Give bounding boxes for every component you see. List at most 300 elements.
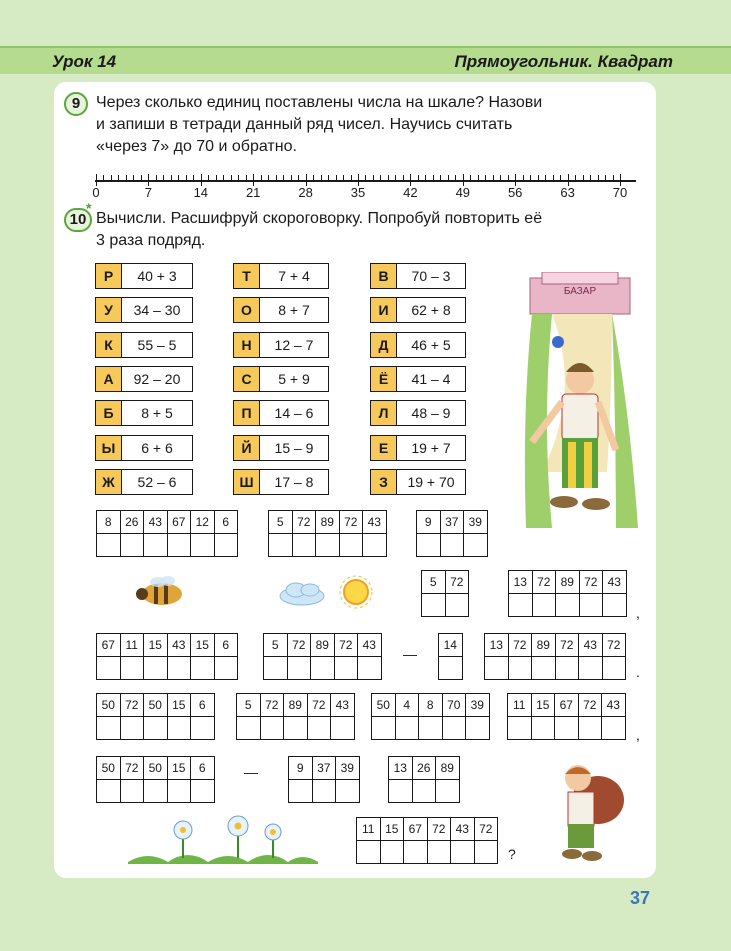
code-cell: 72 <box>555 634 579 657</box>
lesson-label: Урок 14 <box>52 52 117 71</box>
answer-cell[interactable] <box>451 841 475 864</box>
code-cell: 72 <box>474 818 498 841</box>
answer-grid <box>288 756 360 803</box>
code-cell: 5 <box>264 634 288 657</box>
answer-cell[interactable] <box>339 534 363 557</box>
scale-minor-tick <box>223 175 224 182</box>
exercise-letter: Е <box>371 436 397 460</box>
answer-grid <box>236 693 355 740</box>
code-cell: 70 <box>442 694 466 717</box>
code-cell: 39 <box>336 757 360 780</box>
scale-minor-tick <box>291 175 292 182</box>
scale-minor-tick <box>380 175 381 182</box>
scale-minor-tick <box>530 175 531 182</box>
exercise-letter: А <box>96 367 122 391</box>
answer-cell[interactable] <box>508 657 532 680</box>
scale-minor-tick <box>365 175 366 182</box>
scale-minor-tick <box>231 175 232 182</box>
answer-cell[interactable] <box>311 657 335 680</box>
scale-minor-tick <box>298 175 299 182</box>
scale-minor-tick <box>478 175 479 182</box>
code-cell: 89 <box>532 634 556 657</box>
answer-cell[interactable] <box>144 780 168 803</box>
scale-minor-tick <box>590 175 591 182</box>
scale-minor-tick <box>448 175 449 182</box>
answer-cell[interactable] <box>237 717 261 740</box>
answer-grid <box>96 756 215 803</box>
answer-cell[interactable] <box>167 657 191 680</box>
scale-label: 56 <box>507 185 523 200</box>
exercise-expression: 17 – 8 <box>274 473 314 490</box>
scale-minor-tick <box>216 175 217 182</box>
answer-cell[interactable] <box>578 717 602 740</box>
code-cell: 5 <box>422 571 446 594</box>
exercise-letter: Ы <box>96 436 122 460</box>
code-cell: 89 <box>316 511 340 534</box>
code-cell: 37 <box>312 757 336 780</box>
answer-cell[interactable] <box>508 717 532 740</box>
exercise-card <box>233 400 329 426</box>
answer-cell[interactable] <box>269 534 293 557</box>
answer-cell[interactable] <box>464 534 488 557</box>
exercise-card <box>95 469 193 495</box>
answer-grid <box>507 693 626 740</box>
code-cell: 72 <box>120 757 144 780</box>
code-cell: 15 <box>167 694 191 717</box>
task-9-number: 9 <box>64 92 88 116</box>
scale-minor-tick <box>560 175 561 182</box>
code-cell: 26 <box>412 757 436 780</box>
answer-cell[interactable] <box>334 657 358 680</box>
scale-minor-tick <box>178 175 179 182</box>
scale-minor-tick <box>523 175 524 182</box>
code-cell: 72 <box>445 571 469 594</box>
exercise-expression: 5 + 9 <box>278 370 310 387</box>
exercise-card <box>370 297 466 323</box>
code-cell: 72 <box>120 694 144 717</box>
code-cell: 72 <box>578 694 602 717</box>
scale-label: 63 <box>560 185 575 200</box>
scale-minor-tick <box>118 175 119 182</box>
scale-minor-tick <box>425 175 426 182</box>
scale-label: 70 <box>612 185 628 200</box>
answer-cell[interactable] <box>555 657 579 680</box>
answer-cell[interactable] <box>120 534 144 557</box>
scale-minor-tick <box>261 175 262 182</box>
code-cell: 6 <box>191 694 215 717</box>
answer-cell[interactable] <box>260 717 284 740</box>
exercise-expression: 62 + 8 <box>411 302 451 319</box>
exercise-expression: 15 – 9 <box>274 439 314 456</box>
exercise-card <box>370 435 466 461</box>
answer-grid <box>356 817 498 864</box>
code-cell: 72 <box>334 634 358 657</box>
answer-cell[interactable] <box>440 534 464 557</box>
exercise-expression: 8 + 5 <box>141 405 173 422</box>
scale-minor-tick <box>373 175 374 182</box>
code-cell: 15 <box>167 757 191 780</box>
dash-2: — <box>244 764 258 780</box>
scale-minor-tick <box>485 175 486 182</box>
scale-minor-tick <box>598 175 599 182</box>
task-9-line-2: и запиши в тетради данный ряд чисел. Научись считать <box>96 116 513 133</box>
scale-minor-tick <box>208 175 209 182</box>
answer-grid <box>508 570 627 617</box>
code-cell: 6 <box>214 511 238 534</box>
period-1: . <box>636 664 640 680</box>
answer-cell[interactable] <box>191 657 215 680</box>
exercise-card <box>370 366 466 392</box>
exercise-expression: 19 + 7 <box>411 439 451 456</box>
answer-cell[interactable] <box>417 534 441 557</box>
answer-grid <box>421 570 469 617</box>
code-cell: 15 <box>191 634 215 657</box>
bee-picture <box>132 572 192 612</box>
answer-cell[interactable] <box>395 717 419 740</box>
exercise-expression: 19 + 70 <box>407 473 455 490</box>
exercise-expression: 14 – 6 <box>274 405 314 422</box>
code-cell: 39 <box>464 511 488 534</box>
answer-cell[interactable] <box>144 534 168 557</box>
answer-cell[interactable] <box>532 657 556 680</box>
exercise-letter: Б <box>96 401 122 425</box>
answer-cell[interactable] <box>97 780 121 803</box>
code-cell: 67 <box>404 818 428 841</box>
answer-cell[interactable] <box>422 594 446 617</box>
code-cell: 11 <box>508 694 532 717</box>
code-cell: 43 <box>602 694 626 717</box>
code-cell: 43 <box>363 511 387 534</box>
scale-minor-tick <box>440 175 441 182</box>
scale-minor-tick <box>186 175 187 182</box>
exercise-letter: Ё <box>371 367 397 391</box>
answer-cell[interactable] <box>442 717 466 740</box>
answer-cell[interactable] <box>474 841 498 864</box>
answer-cell[interactable] <box>603 594 627 617</box>
exercise-card <box>95 297 193 323</box>
scale-minor-tick <box>545 175 546 182</box>
answer-cell[interactable] <box>445 594 469 617</box>
answer-cell[interactable] <box>419 717 443 740</box>
answer-grid <box>371 693 490 740</box>
answer-cell[interactable] <box>287 657 311 680</box>
exercise-letter: В <box>371 264 397 288</box>
scale-minor-tick <box>395 175 396 182</box>
comma-2: , <box>636 727 640 743</box>
code-cell: 15 <box>144 634 168 657</box>
exercise-card <box>95 366 193 392</box>
exercise-letter: Л <box>371 401 397 425</box>
code-cell: 6 <box>191 757 215 780</box>
code-cell: 13 <box>509 571 533 594</box>
task-9-line-3: «через 7» до 70 и обратно. <box>96 138 297 155</box>
code-cell: 11 <box>357 818 381 841</box>
boy-near-bazaar-picture <box>512 272 642 534</box>
exercise-expression: 48 – 9 <box>411 405 451 422</box>
code-cell: 4 <box>395 694 419 717</box>
answer-cell[interactable] <box>292 534 316 557</box>
exercise-card <box>95 332 193 358</box>
answer-cell[interactable] <box>363 534 387 557</box>
code-cell: 9 <box>417 511 441 534</box>
answer-grid <box>388 756 460 803</box>
answer-cell[interactable] <box>191 780 215 803</box>
scale-minor-tick <box>553 175 554 182</box>
code-cell: 11 <box>120 634 144 657</box>
answer-cell[interactable] <box>97 534 121 557</box>
scale-minor-tick <box>538 175 539 182</box>
code-cell: 5 <box>269 511 293 534</box>
exercise-card <box>370 400 466 426</box>
answer-cell[interactable] <box>120 780 144 803</box>
scale-minor-tick <box>156 175 157 182</box>
answer-cell[interactable] <box>307 717 331 740</box>
scale-minor-tick <box>171 175 172 182</box>
code-cell: 12 <box>191 511 215 534</box>
code-cell: 43 <box>144 511 168 534</box>
answer-cell[interactable] <box>120 717 144 740</box>
answer-cell[interactable] <box>485 657 509 680</box>
exercise-letter: И <box>371 298 397 322</box>
code-cell: 15 <box>380 818 404 841</box>
code-cell: 14 <box>439 634 463 657</box>
bazaar-sign: БАЗАР <box>563 286 597 297</box>
scale-minor-tick <box>455 175 456 182</box>
page-number: 37 <box>630 888 651 908</box>
task-10-line-1: Вычисли. Расшифруй скороговорку. Попробуй повторить её <box>96 210 543 227</box>
answer-cell[interactable] <box>144 717 168 740</box>
exercise-letter: У <box>96 298 122 322</box>
exercise-letter: О <box>234 298 260 322</box>
exercise-card <box>95 435 193 461</box>
exercise-card <box>370 263 466 289</box>
code-cell: 9 <box>289 757 313 780</box>
code-cell: 43 <box>358 634 382 657</box>
answer-cell[interactable] <box>579 657 603 680</box>
scale-minor-tick <box>605 175 606 182</box>
code-cell: 6 <box>214 634 238 657</box>
code-cell: 67 <box>97 634 121 657</box>
answer-cell[interactable] <box>214 534 238 557</box>
scale-minor-tick <box>351 175 352 182</box>
code-cell: 50 <box>144 694 168 717</box>
question-mark: ? <box>508 846 516 862</box>
boy-with-sack-picture <box>548 756 628 862</box>
answer-cell[interactable] <box>191 534 215 557</box>
scale-minor-tick <box>163 175 164 182</box>
answer-cell[interactable] <box>531 717 555 740</box>
answer-grid <box>416 510 488 557</box>
answer-cell[interactable] <box>167 717 191 740</box>
scale-label: 0 <box>92 185 100 200</box>
answer-cell[interactable] <box>412 780 436 803</box>
answer-grid <box>268 510 387 557</box>
answer-cell[interactable] <box>336 780 360 803</box>
scale-minor-tick <box>133 175 134 182</box>
exercise-expression: 40 + 3 <box>137 268 177 284</box>
code-cell: 89 <box>311 634 335 657</box>
scale-label: 35 <box>350 185 366 200</box>
scale-minor-tick <box>500 175 501 182</box>
answer-grid <box>96 633 238 680</box>
exercise-card <box>95 400 193 426</box>
code-cell: 43 <box>167 634 191 657</box>
scale-minor-tick <box>418 175 419 182</box>
lesson-topic: Прямоугольник. Квадрат <box>454 52 673 71</box>
answer-cell[interactable] <box>602 657 626 680</box>
answer-cell[interactable] <box>191 717 215 740</box>
code-cell: 89 <box>556 571 580 594</box>
task-9-text <box>96 92 542 158</box>
scale-label: 28 <box>298 185 313 200</box>
exercise-letter: Н <box>234 333 260 357</box>
flowers-on-grass-picture <box>128 812 318 864</box>
answer-cell[interactable] <box>316 534 340 557</box>
answer-cell[interactable] <box>167 534 191 557</box>
answer-cell[interactable] <box>120 657 144 680</box>
scale-minor-tick <box>470 175 471 182</box>
scale-minor-tick <box>403 175 404 182</box>
exercise-letter: Д <box>371 333 397 357</box>
scale-minor-tick <box>336 175 337 182</box>
scale-minor-tick <box>103 175 104 182</box>
code-cell: 50 <box>144 757 168 780</box>
answer-cell[interactable] <box>357 841 381 864</box>
exercise-letter: Ж <box>96 470 122 494</box>
code-cell: 72 <box>339 511 363 534</box>
code-cell: 43 <box>579 634 603 657</box>
answer-cell[interactable] <box>144 657 168 680</box>
code-cell: 8 <box>419 694 443 717</box>
exercise-card <box>233 263 329 289</box>
code-cell: 15 <box>531 694 555 717</box>
scale-minor-tick <box>328 175 329 182</box>
answer-cell[interactable] <box>264 657 288 680</box>
exercise-expression: 52 – 6 <box>137 473 177 490</box>
answer-cell[interactable] <box>439 657 463 680</box>
answer-cell[interactable] <box>555 717 579 740</box>
scale-minor-tick <box>508 175 509 182</box>
code-cell: 72 <box>292 511 316 534</box>
answer-cell[interactable] <box>312 780 336 803</box>
lesson-header <box>0 46 731 74</box>
exercise-letter: З <box>371 470 397 494</box>
exercise-card <box>233 366 329 392</box>
answer-cell[interactable] <box>436 780 460 803</box>
code-cell: 5 <box>237 694 261 717</box>
scale-minor-tick <box>575 175 576 182</box>
exercise-letter: Ш <box>234 470 260 494</box>
scale-minor-tick <box>238 175 239 182</box>
answer-cell[interactable] <box>427 841 451 864</box>
answer-cell[interactable] <box>602 717 626 740</box>
answer-cell[interactable] <box>372 717 396 740</box>
answer-grid <box>263 633 382 680</box>
answer-cell[interactable] <box>556 594 580 617</box>
answer-cell[interactable] <box>404 841 428 864</box>
answer-cell[interactable] <box>466 717 490 740</box>
answer-cell[interactable] <box>167 780 191 803</box>
scale-minor-tick <box>268 175 269 182</box>
exercise-card <box>233 469 329 495</box>
task-10-line-2: 3 раза подряд. <box>96 232 206 249</box>
answer-cell[interactable] <box>509 594 533 617</box>
task-10-number: 10 <box>64 208 92 232</box>
scale-minor-tick <box>246 175 247 182</box>
code-cell: 72 <box>532 571 556 594</box>
exercise-card <box>233 435 329 461</box>
answer-cell[interactable] <box>284 717 308 740</box>
answer-cell[interactable] <box>97 657 121 680</box>
answer-cell[interactable] <box>532 594 556 617</box>
code-cell: 67 <box>167 511 191 534</box>
answer-cell[interactable] <box>579 594 603 617</box>
answer-grid <box>96 693 215 740</box>
scale-minor-tick <box>493 175 494 182</box>
exercise-card <box>233 332 329 358</box>
task-9-line-1: Через сколько единиц поставлены числа на шкале? Назови <box>96 94 543 111</box>
exercise-letter: Й <box>234 436 260 460</box>
exercise-letter: К <box>96 333 122 357</box>
code-cell: 72 <box>602 634 626 657</box>
exercise-letter: П <box>234 401 260 425</box>
scale-minor-tick <box>388 175 389 182</box>
code-cell: 26 <box>120 511 144 534</box>
scale-label: 42 <box>403 185 418 200</box>
answer-cell[interactable] <box>214 657 238 680</box>
code-cell: 67 <box>555 694 579 717</box>
code-cell: 89 <box>436 757 460 780</box>
scale-minor-tick <box>613 175 614 182</box>
code-cell: 50 <box>372 694 396 717</box>
exercise-expression: 6 + 6 <box>141 439 173 456</box>
scale-minor-tick <box>193 175 194 182</box>
exercise-expression: 46 + 5 <box>411 336 451 353</box>
code-cell: 72 <box>287 634 311 657</box>
code-cell: 72 <box>579 571 603 594</box>
scale-minor-tick <box>276 175 277 182</box>
exercise-expression: 92 – 20 <box>133 370 181 387</box>
answer-cell[interactable] <box>289 780 313 803</box>
scale-minor-tick <box>111 175 112 182</box>
scale-label: 49 <box>455 185 471 200</box>
answer-cell[interactable] <box>358 657 382 680</box>
scale-minor-tick <box>313 175 314 182</box>
scale-minor-tick <box>583 175 584 182</box>
dash-1: — <box>403 646 417 662</box>
exercise-expression: 12 – 7 <box>274 336 314 353</box>
answer-cell[interactable] <box>331 717 355 740</box>
answer-cell[interactable] <box>380 841 404 864</box>
exercise-card <box>370 469 466 495</box>
answer-cell[interactable] <box>97 717 121 740</box>
code-cell: 37 <box>440 511 464 534</box>
code-cell: 50 <box>97 694 121 717</box>
code-cell: 89 <box>284 694 308 717</box>
code-cell: 43 <box>451 818 475 841</box>
top-band <box>0 0 731 46</box>
exercise-expression: 55 – 5 <box>137 336 177 353</box>
task-10-text <box>96 208 542 252</box>
answer-grid <box>484 633 626 680</box>
code-cell: 72 <box>260 694 284 717</box>
exercise-letter: С <box>234 367 260 391</box>
cloud-and-sun-picture <box>272 572 382 612</box>
exercise-expression: 70 – 3 <box>411 268 451 284</box>
code-cell: 43 <box>331 694 355 717</box>
answer-cell[interactable] <box>389 780 413 803</box>
scale-minor-tick <box>433 175 434 182</box>
